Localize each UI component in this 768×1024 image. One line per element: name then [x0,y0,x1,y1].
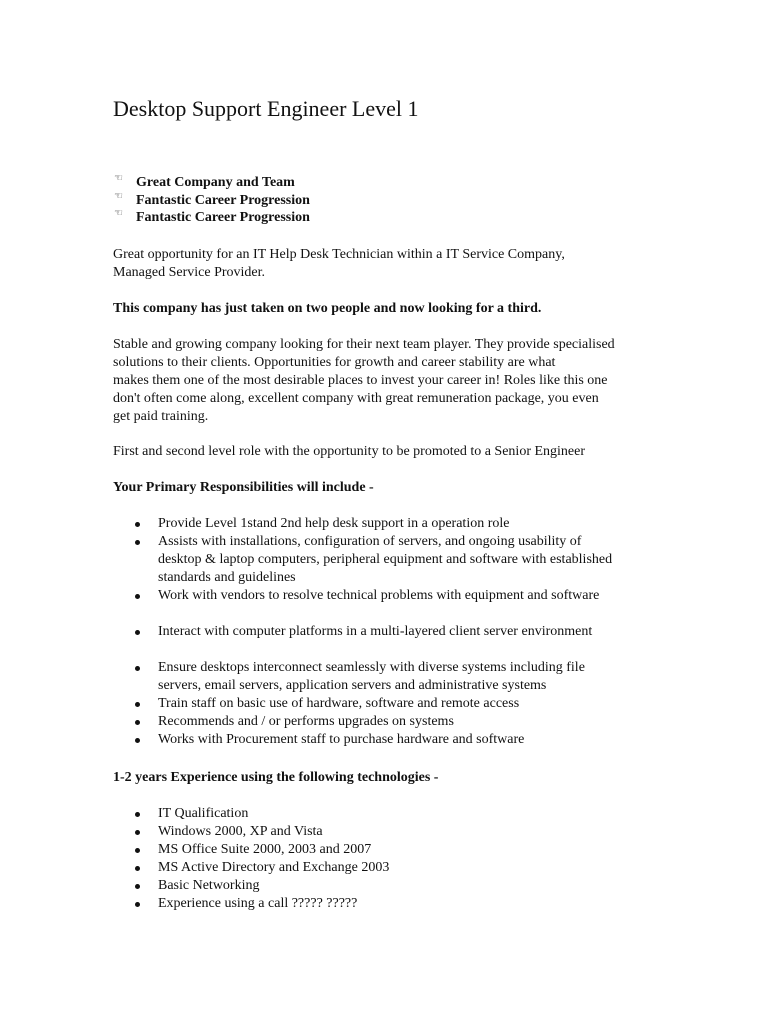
bullet-icon [135,884,140,889]
intro-paragraph: Great opportunity for an IT Help Desk Technician within a IT Service Company, Managed Service Provider. [113,247,565,280]
pointing-hand-icon: ☜ [114,208,123,219]
list-item: Assists with installations, configuration of servers, and ongoing usability of desktop & laptop computers, peripheral equipment and software with established standards and guidelines [113,533,673,587]
responsibilities-heading: Your Primary Responsibilities will include - [113,480,374,495]
bullet-icon [135,812,140,817]
pointing-hand-icon: ☜ [114,173,123,184]
highlight-item: ☜ Fantastic Career Progression [113,209,310,227]
responsibilities-list [113,515,673,749]
bullet-icon [135,702,140,707]
bullet-icon [135,522,140,527]
list-item: Works with Procurement staff to purchase hardware and software [113,731,673,749]
bullet-icon [135,720,140,725]
list-item: Recommends and / or performs upgrades on systems [113,713,673,731]
list-item: MS Office Suite 2000, 2003 and 2007 [113,841,673,859]
bullet-icon [135,830,140,835]
list-item: MS Active Directory and Exchange 2003 [113,859,673,877]
list-item: Work with vendors to resolve technical problems with equipment and software [113,587,673,605]
bullet-icon [135,866,140,871]
role-paragraph: First and second level role with the opportunity to be promoted to a Senior Engineer [113,444,586,459]
list-item: Experience using a call ????? ????? [113,895,673,913]
company-paragraph: Stable and growing company looking for their next team player. They provide specialised solutions to their clients. Opportunities for growth and career stability are what makes them one of the most desirable places to invest your career in! Roles like this one don't often come along, excellent company with great remuneration package, you even get paid training. [113,337,615,424]
page-title: Desktop Support Engineer Level 1 [113,96,419,121]
bullet-icon [135,540,140,545]
technologies-list [113,805,673,913]
bullet-icon [135,738,140,743]
list-item: Basic Networking [113,877,673,895]
bullet-icon [135,666,140,671]
list-item: Interact with computer platforms in a multi-layered client server environment [113,623,673,641]
bullet-icon [135,902,140,907]
hiring-note: This company has just taken on two people and now looking for a third. [113,301,542,316]
list-item: IT Qualification [113,805,673,823]
bullet-icon [135,594,140,599]
list-item: Train staff on basic use of hardware, software and remote access [113,695,673,713]
pointing-hand-icon: ☜ [114,190,123,202]
experience-heading: 1-2 years Experience using the following technologies - [113,770,439,785]
highlights-list [113,174,310,227]
bullet-icon [135,848,140,853]
highlight-item: ☜ Fantastic Career Progression [113,192,310,210]
list-item: Provide Level 1stand 2nd help desk support in a operation role [113,515,673,533]
list-item: Windows 2000, XP and Vista [113,823,673,841]
list-item: Ensure desktops interconnect seamlessly with diverse systems including file servers, email servers, application servers and administrative systems [113,659,673,695]
highlight-item: ☜ Great Company and Team [113,174,310,192]
bullet-icon [135,630,140,635]
